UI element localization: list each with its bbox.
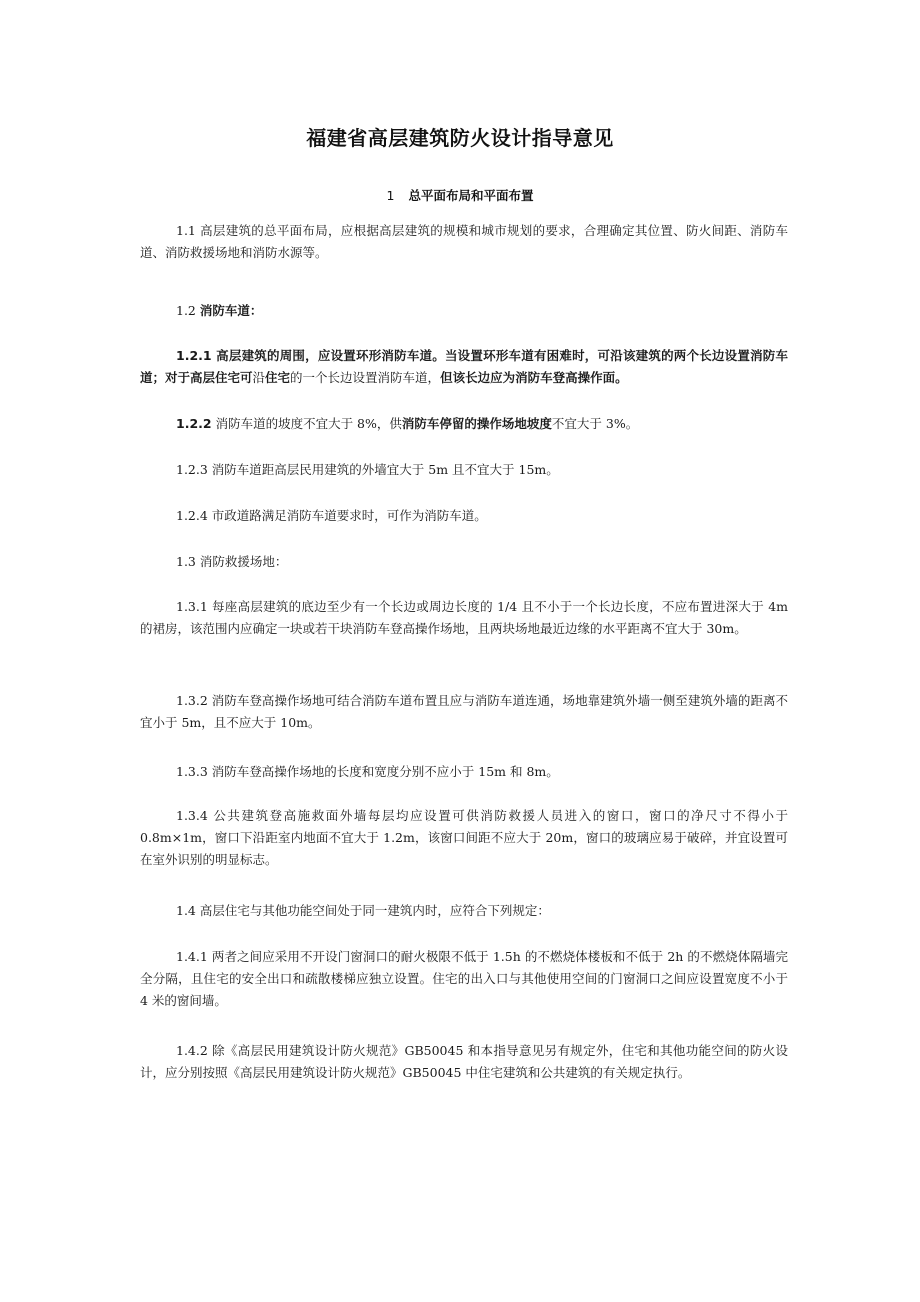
paragraph-1-2-1 — [140, 345, 788, 389]
paragraph-1-3-2: 1.3.2 消防车登高操作场地可结合消防车道布置且应与消防车道连通，场地靠建筑外墙一侧至建筑外墙的距离不宜小于 5m，且不应大于 10m。 — [140, 693, 788, 730]
section-heading — [0, 186, 920, 204]
paragraph-1-2-1-part-f: 应为消防车登高操作面。 — [490, 370, 628, 385]
paragraph-1-2-3: 1.2.3 消防车道距高层民用建筑的外墙宜大于 5m 且不宜大于 15m。 — [176, 462, 559, 477]
paragraph-1-2-number: 1.2 — [176, 303, 200, 318]
section-number: 1 — [386, 188, 395, 203]
paragraph-1-2-4: 1.2.4 市政道路满足消防车道要求时，可作为消防车道。 — [176, 508, 487, 523]
paragraph-1-3-4: 1.3.4 公共建筑登高施救面外墙每层均应设置可供消防救援人员进入的窗口，窗口的净尺寸不得小于 0.8m×1m，窗口下沿距室内地面不宜大于 1.2m，该窗口间距不应大于 20m，窗口的玻璃应易于破碎，并宜设置可在室外识别的明显标志。 — [140, 808, 788, 867]
section-title: 总平面布局和平面布置 — [408, 188, 534, 203]
paragraph-1-4-1: 1.4.1 两者之间应采用不开设门窗洞口的耐火极限不低于 1.5h 的不燃烧体楼板和不低于 2h 的不燃烧体隔墙完全分隔，且住宅的安全出口和疏散楼梯应独立设置。住宅的出入口与其他使用空间的门窗洞口之间应设置宽度不小于 4 米的窗间墙。 — [140, 949, 788, 1008]
paragraph-1-2-2-part-a: 消防车道的坡度不宜大于 8%，供 — [211, 416, 402, 431]
paragraph-1-2-2 — [140, 413, 788, 435]
paragraph-1-2-1-part-b: 沿 — [252, 370, 266, 385]
paragraph-1-4: 1.4 高层住宅与其他功能空间处于同一建筑内时，应符合下列规定： — [176, 903, 550, 918]
paragraph-1-3: 1.3 消防救援场地： — [176, 554, 288, 569]
paragraph-1-2-2-bold: 消防车停留的操作场地坡度 — [401, 416, 552, 431]
paragraph-1-2-1-part-a: 1.2.1 高层建筑的周围，应设置环形消防车道。当设置环形车道有困难时，可沿该建筑的两个长边设置消防车道；对于高层住宅可 — [140, 348, 788, 385]
paragraph-1-2-1-part-c: 住宅 — [265, 370, 291, 385]
document-title: 福建省高层建筑防火设计指导意见 — [306, 126, 614, 150]
paragraph-1-4-2: 1.4.2 除《高层民用建筑设计防火规范》GB50045 和本指导意见另有规定外，住宅和其他功能空间的防火设计，应分别按照《高层民用建筑设计防火规范》GB50045 中住宅建筑和公共建筑的有关规定执行。 — [140, 1043, 788, 1080]
paragraph-1-2-1-part-d: 的一个长边设置消防车道， — [290, 370, 441, 385]
paragraph-1-2-label: 消防车道： — [199, 303, 263, 318]
paragraph-1-1: 1.1 高层建筑的总平面布局，应根据高层建筑的规模和城市规划的要求，合理确定其位置、防火间距、消防车道、消防救援场地和消防水源等。 — [140, 223, 788, 260]
paragraph-1-3-1: 1.3.1 每座高层建筑的底边至少有一个长边或周边长度的 1/4 且不小于一个长边长度，不应布置进深大于 4m 的裙房，该范围内应确定一块或若干块消防车登高操作场地，且两块场地最近边缘的水平距离不宜大于 30m。 — [140, 599, 788, 636]
paragraph-1-2-2-part-b: 不宜大于 3%。 — [551, 416, 639, 431]
paragraph-1-2-1-part-e: 但该长边 — [440, 370, 491, 385]
paragraph-1-2-2-number: 1.2.2 — [176, 416, 212, 431]
paragraph-1-2 — [140, 300, 788, 322]
paragraph-1-3-3: 1.3.3 消防车登高操作场地的长度和宽度分别不应小于 15m 和 8m。 — [176, 764, 559, 779]
